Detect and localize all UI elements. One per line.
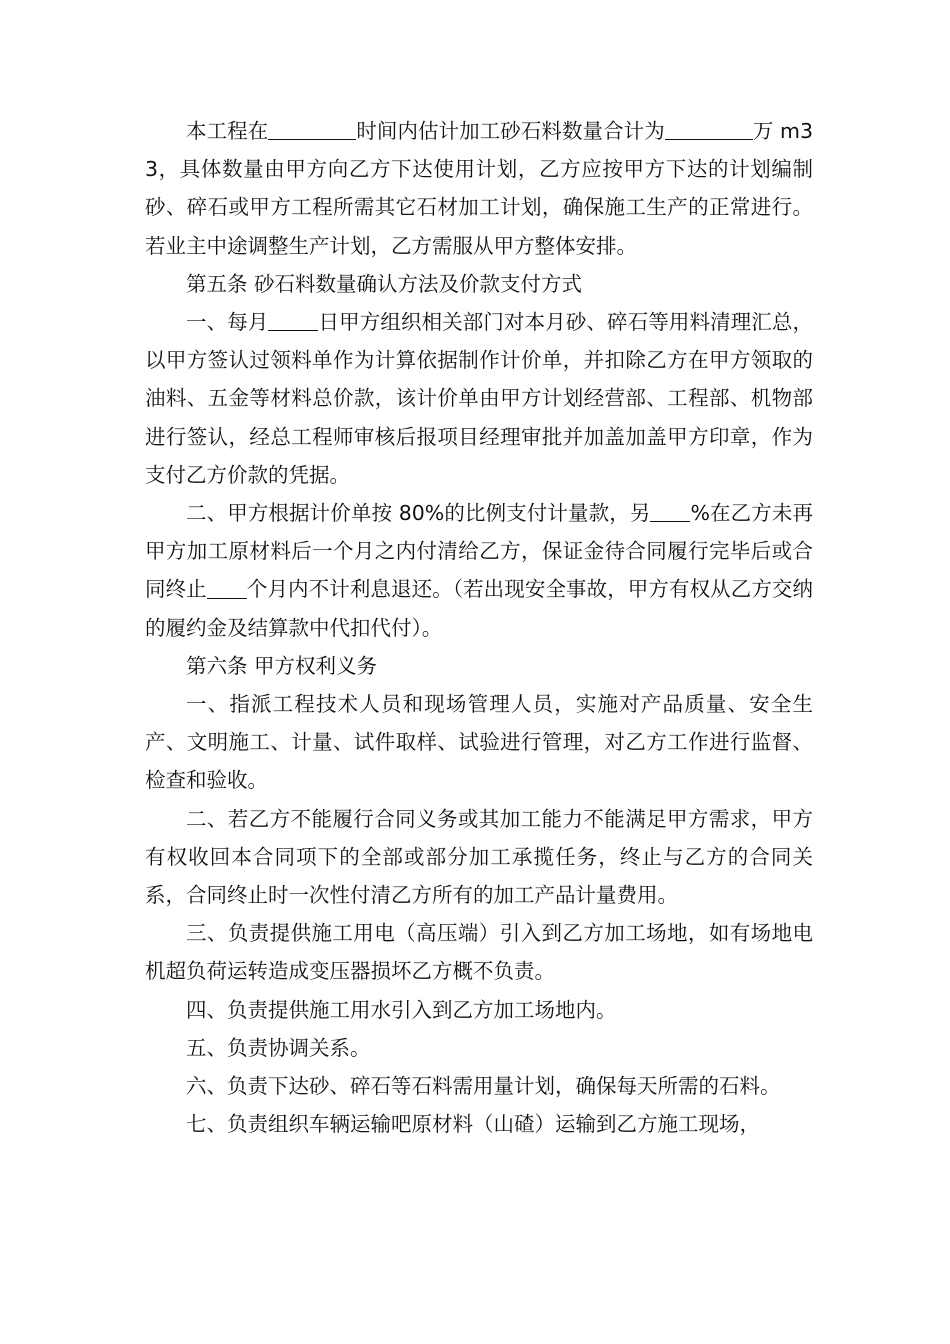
article-6-clause-2: 二、若乙方不能履行合同义务或其加工能力不能满足甲方需求，甲方有权收回本合同项下的全部或部分加工承揽任务，终止与乙方的合同关系，合同终止时一次性付清乙方所有的加工产品计量费用。	[145, 806, 813, 908]
article-5-clause-2	[145, 494, 813, 647]
article-6-clause-1: 一、指派工程技术人员和现场管理人员，实施对产品质量、安全生产、文明施工、计量、试件取样、试验进行管理，对乙方工作进行监督、检查和验收。	[145, 692, 813, 793]
fill-in-blank[interactable]	[665, 118, 753, 141]
article-6-clause-3: 三、负责提供施工用电（高压端）引入到乙方加工场地，如有场地电机超负荷运转造成变压器损坏乙方概不负责。	[145, 921, 813, 984]
fill-in-blank[interactable]	[207, 576, 247, 599]
text-run: 日甲方组织相关部门对本月砂、碎石等用料清理汇总，以甲方签认过领料单作为计算依据制作计价单，并扣除乙方在甲方领取的油料、五金等材料总价款，该计价单由甲方计划经营部、工程部、机物部进行签认，经总工程师审核后报项目经理审批并加盖加盖甲方印章，作为支付乙方价款的凭据。	[145, 310, 814, 487]
article-6-clause-5: 五、负责协调关系。	[186, 1035, 371, 1060]
paragraph-processing-quantity	[145, 112, 813, 265]
text-run: 本工程在	[186, 119, 269, 143]
text-run: 时间内估计加工砂石料数量合计为	[356, 119, 665, 143]
article-6-heading: 第六条 甲方权利义务	[186, 653, 378, 678]
text-run: 个月内不计利息退还。（若出现安全事故，甲方有权从乙方交纳的履约金及结算款中代扣代付）。	[145, 577, 814, 640]
text-run: %在乙方未再甲方加工原材料后一个月之内付清给乙方，保证金待合同履行完毕后或合同终止	[145, 501, 813, 602]
article-6-clause-4: 四、负责提供施工用水引入到乙方加工场地内。	[186, 997, 617, 1022]
fill-in-blank[interactable]	[268, 118, 356, 141]
article-5-heading: 第五条 砂石料数量确认方法及价款支付方式	[186, 271, 583, 296]
text-run: 万 m33，具体数量由甲方向乙方下达使用计划，乙方应按甲方下达的计划编制砂、碎石或甲方工程所需其它石材加工计划，确保施工生产的正常进行。若业主中途调整生产计划，乙方需服从甲方整体安排。	[145, 119, 814, 258]
fill-in-blank[interactable]	[650, 500, 690, 523]
article-6-clause-7: 七、负责组织车辆运输吧原材料（山碴）运输到乙方施工现场，	[186, 1112, 760, 1137]
contract-page	[145, 112, 813, 1143]
text-run: 一、每月	[186, 310, 269, 335]
fill-in-blank[interactable]	[268, 309, 318, 332]
article-6-clause-6: 六、负责下达砂、碎石等石料需用量计划，确保每天所需的石料。	[186, 1074, 781, 1099]
text-run: 二、甲方根据计价单按 80%的比例支付计量款，另	[186, 501, 651, 526]
article-5-clause-1	[145, 303, 813, 494]
